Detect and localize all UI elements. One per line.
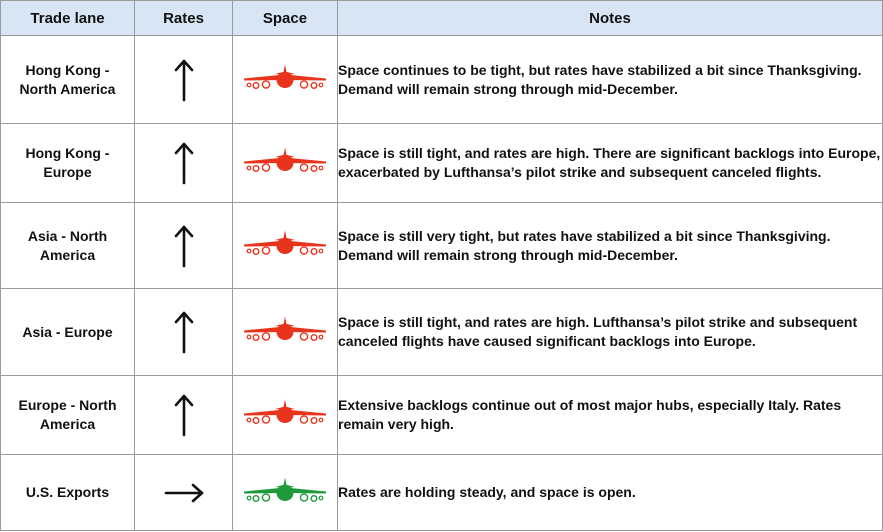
trade-lane-cell [1,124,135,203]
header-space: Space [233,1,338,36]
rate-trend-cell [135,36,233,124]
notes-cell: Extensive backlogs continue out of most major hubs, especially Italy. Rates remain very high. [338,376,883,455]
table-row [1,203,883,289]
arrow-up-icon [162,222,206,270]
space-status-cell [233,36,338,124]
airplane-red-icon [243,398,327,432]
notes-cell: Space continues to be tight, but rates have stabilized a bit since Thanksgiving. Demand will remain strong through mid-December. [338,36,883,124]
airplane-green-icon [243,476,327,510]
trade-lane-label: Europe - North America [18,397,117,432]
trade-lane-cell [1,376,135,455]
table-row [1,289,883,376]
airplane-red-icon [243,229,327,263]
space-status-cell [233,376,338,455]
rate-trend-cell [135,289,233,376]
trade-lane-cell [1,455,135,531]
airplane-red-icon [243,63,327,97]
rate-trend-cell [135,455,233,531]
trade-lane-label: U.S. Exports [25,484,110,500]
notes-cell: Space is still very tight, but rates have stabilized a bit since Thanksgiving. Demand will remain strong through mid-December. [338,203,883,289]
header-rates: Rates [135,1,233,36]
header-trade-lane: Trade lane [1,1,135,36]
trade-lane-cell [1,289,135,376]
trade-lane-label: Asia - Europe [22,323,113,340]
rate-trend-cell [135,124,233,203]
space-status-cell [233,124,338,203]
trade-lane-label: Hong Kong - North America [19,61,116,97]
notes-cell: Space is still tight, and rates are high. Lufthansa’s pilot strike and subsequent canceled flights have caused significant backlogs into Europe. [338,289,883,376]
notes-cell: Rates are holding steady, and space is open. [338,455,883,531]
space-status-cell [233,289,338,376]
table-row [1,455,883,531]
trade-lane-label: Hong Kong - Europe [25,145,110,180]
table-row [1,124,883,203]
trade-lane-label: Asia - North America [27,227,108,263]
airplane-red-icon [243,146,327,180]
arrow-up-icon [162,391,206,439]
rate-trend-cell [135,203,233,289]
airplane-red-icon [243,315,327,349]
table-header-row [1,1,883,36]
arrow-up-icon [162,139,206,187]
notes-cell: Space is still tight, and rates are high. There are significant backlogs into Europe, exacerbated by Lufthansa’s pilot strike and subsequent canceled flights. [338,124,883,203]
arrow-up-icon [162,56,206,104]
trade-lane-cell [1,203,135,289]
table-row [1,376,883,455]
rate-trend-cell [135,376,233,455]
header-notes: Notes [338,1,883,36]
arrow-up-icon [162,308,206,356]
arrow-right-icon [162,469,206,517]
space-status-cell [233,455,338,531]
table-row [1,36,883,124]
space-status-cell [233,203,338,289]
trade-lane-cell [1,36,135,124]
